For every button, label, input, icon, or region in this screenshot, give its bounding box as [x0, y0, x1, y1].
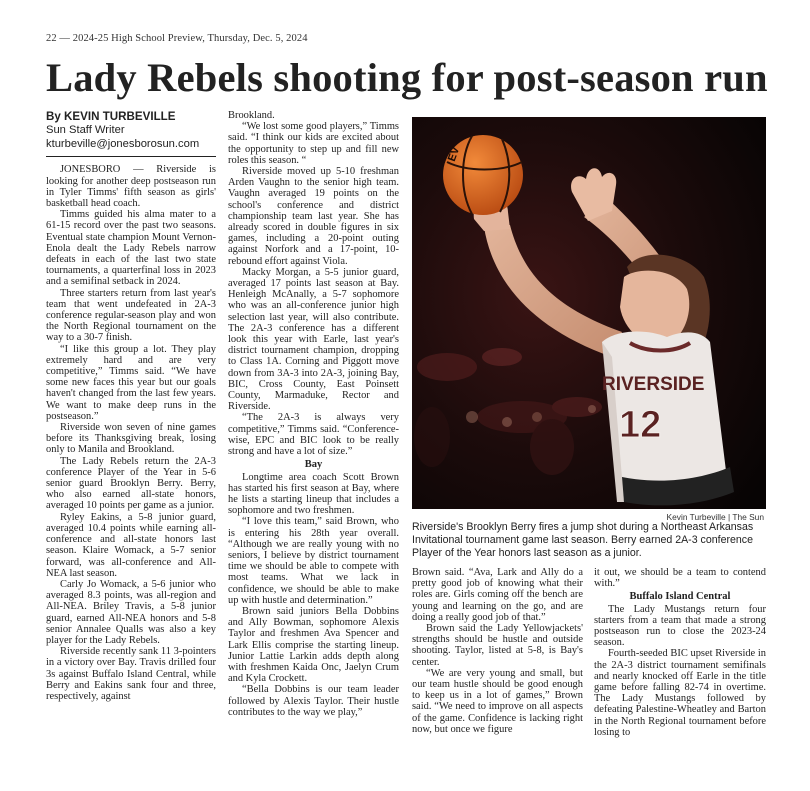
photo-caption: Riverside's Brooklyn Berry fires a jump shot during a Northeast Arkansas Invitational tournament game last season. Berry earned 2A-3 conference Player of the Year honors last season as a junior. [412, 521, 754, 559]
article-column-4 [594, 567, 766, 738]
jersey-lettering: RIVERSIDE [602, 374, 705, 395]
basketball-player-photo [412, 117, 766, 509]
byline-divider [46, 156, 216, 157]
paragraph: The Lady Mustangs return four starters from a team that made a strong postseason run to close the 2023-24 season. [594, 603, 766, 649]
ball-lettering: EV [445, 145, 463, 164]
subhead-buffalo-island-central: Buffalo Island Central [629, 591, 731, 603]
paragraph: Brown said juniors Bella Dobbins and Ally Bowman, sophomore Alexis Taylor and freshmen Ava Spencer and Lark Ellis comprise the starting lineup. Junior Lattie Larkin adds depth along with freshmen Kaida Onc, Jaelyn Crum and Kyla Crockett. [228, 605, 399, 685]
paragraph: Ryley Eakins, a 5-8 junior guard, averaged 10.4 points while earning all-conference and all-state honors last season. Klaire Womack, a 5-7 senior forward, was all-conference and All-NEA last season. [46, 511, 216, 579]
byline-title: Sun Staff Writer [46, 123, 125, 136]
byline [46, 110, 216, 151]
paragraph: Timms guided his alma mater to a 61-15 record over the past two seasons. Eventual state champion Mount Vernon-Enola dealt the Lady Rebels narrow defeats in each of the last two state tournaments, a quarterfinal loss in 2023 and a semifinal setback in 2024. [46, 209, 216, 288]
subhead-bay: Bay [304, 459, 323, 471]
paragraph: Brookland. [228, 110, 275, 121]
article-photo [412, 117, 766, 509]
paragraph: Carly Jo Womack, a 5-6 junior who averaged 8.3 points, was all-region and All-NEA. Briley Travis, a 5-8 junior guard, earned All-NEA honors and 5-8 senior Annalee Qualls was also a key player for the Lady Rebels. [46, 578, 216, 646]
page-folio: 22 — 2024-25 High School Preview, Thursday, Dec. 5, 2024 [46, 33, 308, 44]
paragraph: “We are very young and small, but our team hustle should be good enough to keep us in a lot of games,” Brown said. “We need to improve on all aspects of the game. Confidence is lacking right now, but once we figure [412, 667, 583, 735]
paragraph: “I love this team,” said Brown, who is entering his 28th year overall. “Although we are really young with no seniors, I believe by district tournament time we should be able to compete with most teams. What we lack in confidence, we should be able to make up with hustle and determination.” [228, 516, 399, 606]
article-column-2 [228, 110, 399, 718]
photo-credit: Kevin Turbeville | The Sun [666, 512, 764, 522]
headline: Lady Rebels shooting for post-season run [46, 55, 768, 100]
article-column-3 [412, 567, 583, 735]
paragraph: JONESBORO — Riverside is looking for another deep postseason run in Tyler Timms' fifth season as girls' basketball head coach. [46, 164, 216, 209]
paragraph: Brown said. “Ava, Lark and Ally do a pretty good job of knowing what their roles are. Girls coming off the bench are young and learning on the go, and are doing a really good job of that.” [412, 567, 583, 623]
byline-author: By KEVIN TURBEVILLE [46, 110, 176, 123]
paragraph: Longtime area coach Scott Brown has started his first season at Bay, where he lists a starting lineup that includes a sophomore and two freshmen. [228, 471, 399, 517]
paragraph: “We lost some good players,” Timms said. “I think our kids are excited about the opportunity to step up and fill new roles this season. “ [228, 121, 399, 166]
paragraph: “I like this group a lot. They play extremely hard and are very competitive,” Timms said. “We have some new faces this year but our goals haven't changed from the last few years. We want to make deep runs in the postseason.” [46, 343, 216, 422]
paragraph: “Bella Dobbins is our team leader followed by Alexis Taylor. Their hustle contributes to the way we play,” [228, 684, 399, 718]
jersey-number: 12 [619, 404, 662, 446]
paragraph: Riverside won seven of nine games before its Thanksgiving break, losing only to Manila and Brookland. [46, 422, 216, 456]
paragraph: Riverside moved up 5-10 freshman Arden Vaughn to the senior high team. Vaughn averaged 19 points on the school's conference and district championship team last year. She has already scored in double figures in six games, including a 20-point outing against Norfork and a 17-point, 10-rebound effort against Viola. [228, 166, 399, 267]
article-column-1 [46, 110, 216, 702]
byline-email[interactable]: kturbeville@jonesborosun.com [46, 137, 200, 150]
paragraph: Fourth-seeded BIC upset Riverside in the 2A-3 district tournament semifinals and nearly knocked off Earle in the title game before falling 82-74 in overtime. The Lady Mustangs followed by defeating Palestine-Wheatley and Barton in the North Regional tournament before losing to [594, 648, 766, 738]
paragraph: The Lady Rebels return the 2A-3 conference Player of the Year in 5-6 senior guard Brooklyn Berry. Berry, who also earned all-state honors, averaged 10 points per game as a junior. [46, 455, 216, 512]
paragraph: Riverside recently sank 11 3-pointers in a victory over Bay. Travis drilled four 3s against Buffalo Island Central, while Berry and Eakins sank four and three, respectively, against [46, 646, 216, 702]
paragraph: Macky Morgan, a 5-5 junior guard, averaged 17 points last season at Bay. Henleigh McAnally, a 5-7 sophomore who was an all-conference junior high selection last year, will also contribute. The 2A-3 conference has a different look this year with Earle, last year's district tournament champion, dropping to Class 1A. Corning and Piggott move down from 3A-3 into 2A-3, joining Bay, BIC, Cross County, East Poinsett County, Marmaduke, Rector and Riverside. [228, 266, 399, 413]
paragraph: “The 2A-3 is always very competitive,” Timms said. “Conference-wise, EPC and BIC look to be really strong and have a lot of size.” [228, 412, 399, 458]
paragraph: it out, we should be a team to contend with.” [594, 567, 766, 590]
paragraph: Three starters return from last year's team that went undefeated in 2A-3 conference regular-season play and won the North Regional tournament on the way to a 30-7 finish. [46, 287, 216, 344]
paragraph: Brown said the Lady Yellowjackets' strengths should be hustle and outside shooting. Taylor, listed at 5-8, is Bay's center. [412, 623, 583, 668]
